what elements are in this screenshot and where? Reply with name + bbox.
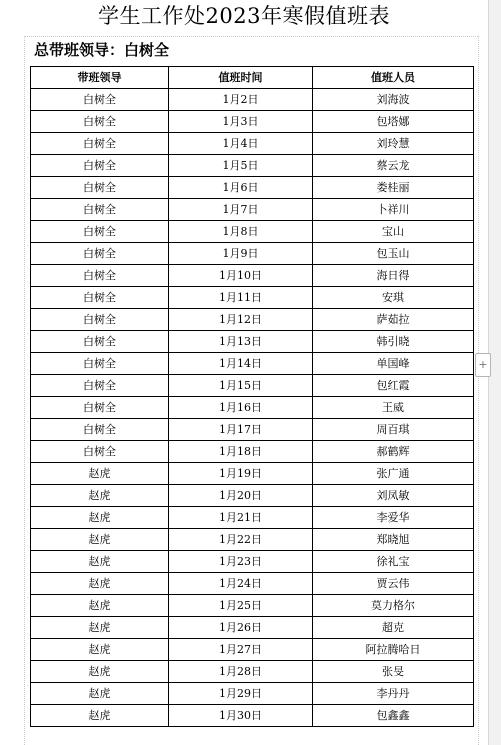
table-row — [31, 199, 474, 221]
cell-staff: 娄桂丽 — [313, 177, 474, 199]
table-row — [31, 485, 474, 507]
chief-leader-line — [34, 40, 169, 60]
cell-staff: 单国峰 — [313, 353, 474, 375]
cell-date: 1月10日 — [169, 265, 313, 287]
cell-staff: 贾云伟 — [313, 573, 474, 595]
cell-date: 1月13日 — [169, 331, 313, 353]
cell-date: 1月20日 — [169, 485, 313, 507]
cell-staff: 韩引晓 — [313, 331, 474, 353]
cell-staff: 海日得 — [313, 265, 474, 287]
chief-leader-name: 白树全 — [124, 41, 170, 59]
cell-leader: 赵虎 — [31, 595, 169, 617]
cell-leader: 赵虎 — [31, 683, 169, 705]
table-row — [31, 353, 474, 375]
table-row — [31, 287, 474, 309]
cell-date: 1月9日 — [169, 243, 313, 265]
cell-staff: 超克 — [313, 617, 474, 639]
cell-staff: 宝山 — [313, 221, 474, 243]
table-row — [31, 331, 474, 353]
cell-staff: 萨茹拉 — [313, 309, 474, 331]
cell-leader: 白树全 — [31, 441, 169, 463]
cell-leader: 赵虎 — [31, 573, 169, 595]
cell-staff: 安琪 — [313, 287, 474, 309]
table-row — [31, 463, 474, 485]
cell-staff: 张旻 — [313, 661, 474, 683]
cell-staff: 包玉山 — [313, 243, 474, 265]
cell-leader: 赵虎 — [31, 551, 169, 573]
table-row — [31, 683, 474, 705]
cell-staff: 卜祥川 — [313, 199, 474, 221]
table-row — [31, 529, 474, 551]
cell-leader: 白树全 — [31, 177, 169, 199]
table-row — [31, 441, 474, 463]
cell-staff: 包红霞 — [313, 375, 474, 397]
cell-date: 1月17日 — [169, 419, 313, 441]
cell-leader: 赵虎 — [31, 485, 169, 507]
cell-leader: 白树全 — [31, 199, 169, 221]
table-row — [31, 507, 474, 529]
table-row — [31, 397, 474, 419]
cell-staff: 郝鹤辉 — [313, 441, 474, 463]
cell-date: 1月19日 — [169, 463, 313, 485]
cell-staff: 莫力格尔 — [313, 595, 474, 617]
cell-date: 1月4日 — [169, 133, 313, 155]
table-row — [31, 639, 474, 661]
table-row — [31, 221, 474, 243]
expand-panel-button[interactable]: + — [475, 353, 491, 377]
table-row — [31, 111, 474, 133]
cell-leader: 白树全 — [31, 155, 169, 177]
table-row — [31, 265, 474, 287]
cell-staff: 张广通 — [313, 463, 474, 485]
cell-leader: 白树全 — [31, 221, 169, 243]
cell-date: 1月3日 — [169, 111, 313, 133]
cell-date: 1月15日 — [169, 375, 313, 397]
cell-staff: 阿拉腾哈日 — [313, 639, 474, 661]
cell-leader: 白树全 — [31, 375, 169, 397]
cell-leader: 赵虎 — [31, 507, 169, 529]
cell-leader: 赵虎 — [31, 639, 169, 661]
table-row — [31, 617, 474, 639]
cell-staff: 包鑫鑫 — [313, 705, 474, 727]
cell-leader: 赵虎 — [31, 705, 169, 727]
margin-guide-top — [24, 36, 478, 37]
cell-date: 1月24日 — [169, 573, 313, 595]
cell-date: 1月16日 — [169, 397, 313, 419]
table-row — [31, 375, 474, 397]
table-row — [31, 133, 474, 155]
table-row — [31, 661, 474, 683]
table-body — [31, 89, 474, 727]
cell-staff: 周百琪 — [313, 419, 474, 441]
margin-guide-left — [24, 36, 25, 745]
cell-date: 1月26日 — [169, 617, 313, 639]
cell-staff: 刘海波 — [313, 89, 474, 111]
cell-date: 1月23日 — [169, 551, 313, 573]
table-row — [31, 419, 474, 441]
cell-leader: 白树全 — [31, 419, 169, 441]
cell-leader: 赵虎 — [31, 617, 169, 639]
chief-leader-label: 总带班领导： — [34, 41, 125, 59]
cell-staff: 包塔娜 — [313, 111, 474, 133]
cell-date: 1月28日 — [169, 661, 313, 683]
cell-date: 1月8日 — [169, 221, 313, 243]
cell-leader: 白树全 — [31, 287, 169, 309]
cell-date: 1月2日 — [169, 89, 313, 111]
margin-guide-right — [478, 36, 479, 745]
duty-schedule-table — [30, 66, 474, 727]
cell-leader: 白树全 — [31, 397, 169, 419]
cell-staff: 徐礼宝 — [313, 551, 474, 573]
header-leader: 带班领导 — [31, 67, 169, 89]
cell-leader: 白树全 — [31, 133, 169, 155]
cell-date: 1月30日 — [169, 705, 313, 727]
cell-date: 1月29日 — [169, 683, 313, 705]
document-title: 学生工作处2023年寒假值班表 — [98, 4, 390, 28]
header-date: 值班时间 — [169, 67, 313, 89]
cell-leader: 白树全 — [31, 89, 169, 111]
cell-staff: 蔡云龙 — [313, 155, 474, 177]
cell-date: 1月27日 — [169, 639, 313, 661]
table-row — [31, 177, 474, 199]
header-staff: 值班人员 — [313, 67, 474, 89]
cell-date: 1月12日 — [169, 309, 313, 331]
cell-date: 1月14日 — [169, 353, 313, 375]
cell-date: 1月7日 — [169, 199, 313, 221]
table-row — [31, 89, 474, 111]
cell-staff: 李爱华 — [313, 507, 474, 529]
cell-date: 1月25日 — [169, 595, 313, 617]
table-row — [31, 155, 474, 177]
cell-date: 1月18日 — [169, 441, 313, 463]
cell-leader: 白树全 — [31, 265, 169, 287]
table-row — [31, 595, 474, 617]
cell-leader: 白树全 — [31, 243, 169, 265]
cell-leader: 白树全 — [31, 309, 169, 331]
cell-staff: 刘凤敏 — [313, 485, 474, 507]
cell-leader: 赵虎 — [31, 529, 169, 551]
table-row — [31, 243, 474, 265]
cell-staff: 李丹丹 — [313, 683, 474, 705]
cell-leader: 白树全 — [31, 353, 169, 375]
cell-date: 1月5日 — [169, 155, 313, 177]
cell-leader: 白树全 — [31, 331, 169, 353]
cell-staff: 郑晓旭 — [313, 529, 474, 551]
cell-date: 1月6日 — [169, 177, 313, 199]
cell-date: 1月21日 — [169, 507, 313, 529]
cell-date: 1月22日 — [169, 529, 313, 551]
table-row — [31, 705, 474, 727]
table-header-row — [31, 67, 474, 89]
cell-leader: 白树全 — [31, 111, 169, 133]
table-row — [31, 573, 474, 595]
table-row — [31, 551, 474, 573]
cell-leader: 赵虎 — [31, 661, 169, 683]
cell-staff: 刘玲慧 — [313, 133, 474, 155]
cell-staff: 王威 — [313, 397, 474, 419]
cell-date: 1月11日 — [169, 287, 313, 309]
cell-leader: 赵虎 — [31, 463, 169, 485]
table-row — [31, 309, 474, 331]
